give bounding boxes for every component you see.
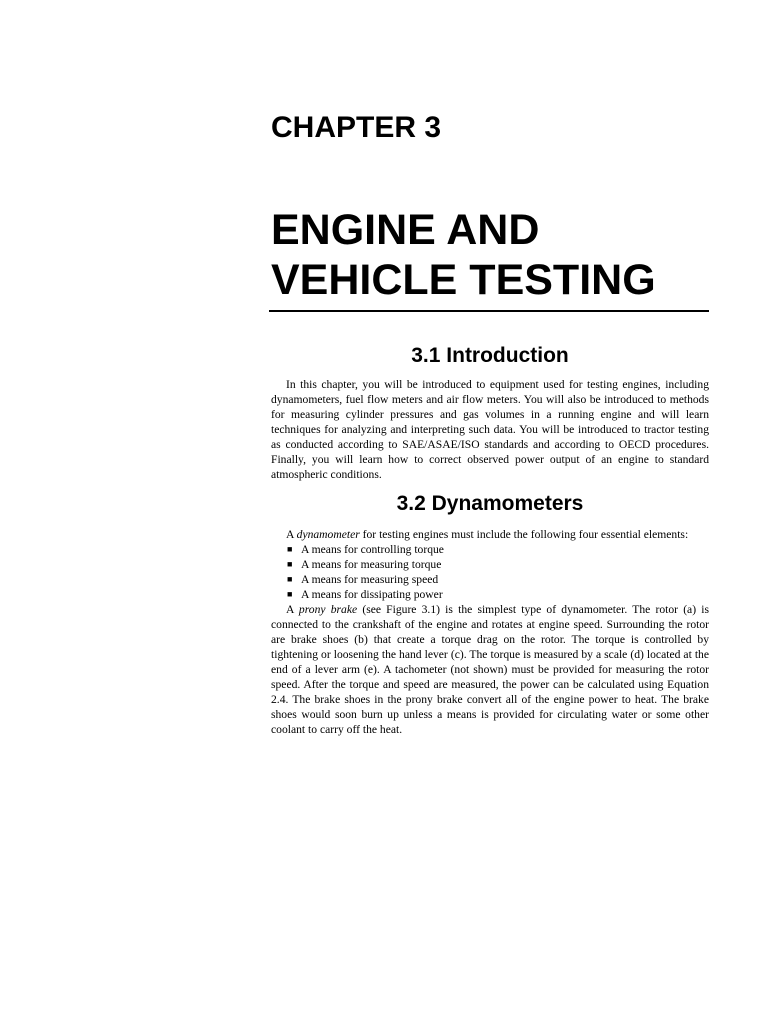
list-item <box>287 572 709 587</box>
chapter-content <box>271 342 709 737</box>
list-item-text: A means for controlling torque <box>301 543 444 556</box>
square-bullet-icon: ■ <box>287 589 293 599</box>
square-bullet-icon: ■ <box>287 574 293 584</box>
list-item-text: A means for measuring torque <box>301 558 442 571</box>
dynamometer-p1-pre: A <box>286 528 297 541</box>
essential-elements-list <box>271 542 709 602</box>
section-heading-dynamometers: 3.2 Dynamometers <box>396 492 584 515</box>
chapter-title-line-1: ENGINE AND <box>271 206 540 254</box>
section-heading-introduction: 3.1 Introduction <box>411 344 569 367</box>
dynamometer-p1-post: for testing engines must include the following four essential elements: <box>359 528 689 541</box>
chapter-title-line-2: VEHICLE TESTING <box>271 256 656 304</box>
prony-p2-pre: A <box>286 603 299 616</box>
chapter-label: CHAPTER 3 <box>271 111 442 144</box>
chapter-title <box>271 205 656 305</box>
prony-brake-term: prony brake <box>298 603 358 616</box>
title-rule <box>269 310 709 312</box>
list-item <box>287 587 709 602</box>
dynamometer-term: dynamometer <box>296 528 360 541</box>
list-item-text: A means for measuring speed <box>301 573 439 586</box>
introduction-paragraph: In this chapter, you will be introduced to equipment used for testing engines, including dynamometers, fuel flow meters and air flow meters. You will also be introduced to methods for measuring cylinder pressures and gas volumes in a running engine and will learn techniques for analyzing and interpreting such data. You will be introduced to tractor testing as conducted according to SAE/ASAE/ISO standards and according to OECD procedures. Finally, you will learn how to correct observed power output of an engine to standard atmospheric conditions. <box>271 378 709 481</box>
prony-brake-paragraph <box>271 602 709 737</box>
square-bullet-icon: ■ <box>287 559 293 569</box>
list-item-text: A means for dissipating power <box>301 588 443 601</box>
square-bullet-icon: ■ <box>287 544 293 554</box>
dynamometer-paragraph-1 <box>271 527 709 542</box>
prony-p2-post: (see Figure 3.1) is the simplest type of dynamometer. The rotor (a) is connected to the crankshaft of the engine and rotates at engine speed. Surrounding the rotor are brake shoes (b) that create a torque drag on the rotor. The torque is controlled by tightening or loosening the hand lever (c). The torque is measured by a scale (d) located at the end of a lever arm (e). A tachometer (not shown) must be provided for measuring the rotor speed. After the torque and speed are measured, the power can be calculated using Equation 2.4. The brake shoes in the prony brake convert all of the engine power to heat. The brake shoes would soon burn up unless a means is provided for circulating water or some other coolant to carry off the heat. <box>271 603 709 736</box>
list-item <box>287 542 709 557</box>
list-item <box>287 557 709 572</box>
